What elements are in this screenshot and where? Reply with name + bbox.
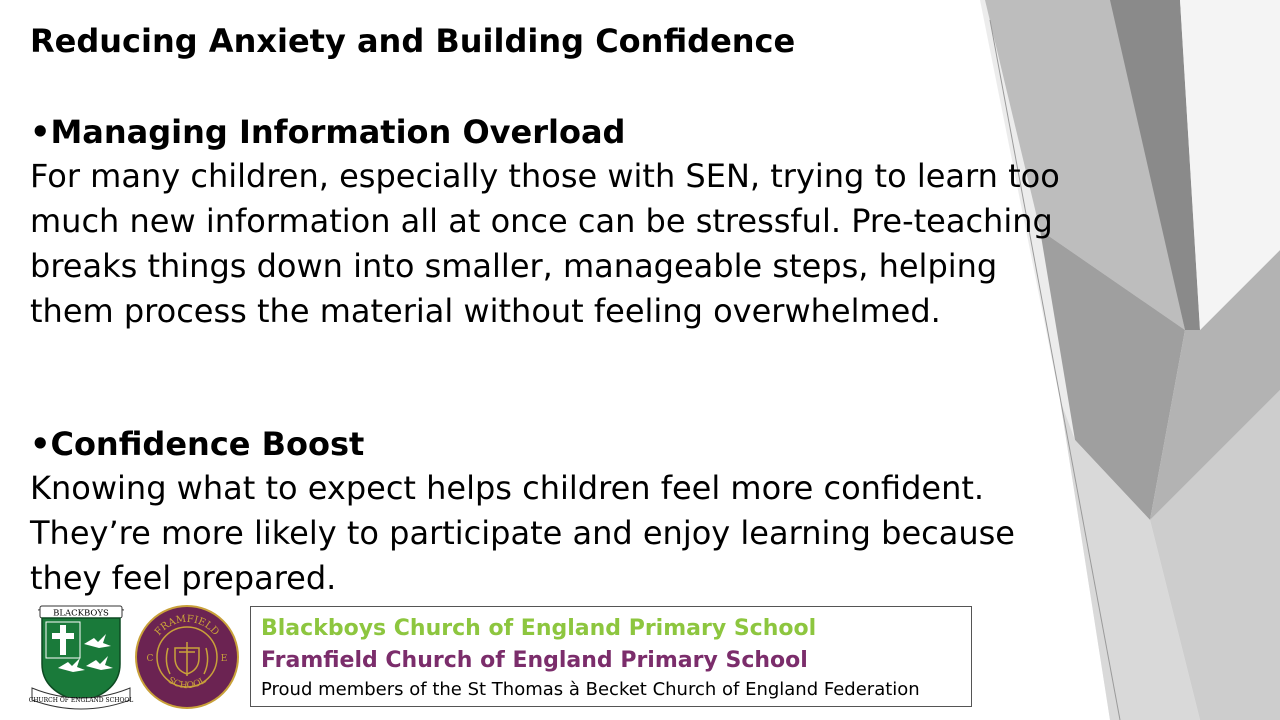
federation-info-box [250,606,972,707]
crest-banner-top: BLACKBOYS [53,608,109,619]
crest-ring-bottom: SCHOOL [165,675,209,692]
framfield-crest-icon [134,604,240,710]
section-body: For many children, especially those with SEN, trying to learn too much new information all at once can be stressful. Pre-teaching breaks things down into smaller, manageable steps, helping them process the material without feeling overwhelmed. [30,157,1060,330]
bullet-marker: • [30,113,51,151]
bullet-marker: • [30,425,51,463]
section-heading-text: Confidence Boost [50,425,365,463]
crest-left-letter: C [146,654,154,664]
section-information-overload [30,110,1090,334]
section-heading [30,422,1090,466]
section-body: Knowing what to expect helps children feel more confident. They’re more likely to participate and enjoy learning because they feel prepared. [30,469,1015,597]
school-name-framfield: Framfield Church of England Primary School [261,648,808,673]
blackboys-crest-icon [28,604,134,712]
federation-text: Proud members of the St Thomas à Becket Church of England Federation [261,679,920,700]
slide-title: Reducing Anxiety and Building Confidence [30,22,796,60]
school-name-blackboys: Blackboys Church of England Primary School [261,616,817,641]
section-heading-text: Managing Information Overload [50,113,626,151]
crest-right-letter: E [220,654,228,664]
crest-banner-bottom: CHURCH OF ENGLAND SCHOOL [28,697,134,704]
crest-ring-top: FRAMFIELD [152,613,221,638]
section-confidence-boost [30,422,1090,601]
section-heading [30,110,1090,154]
